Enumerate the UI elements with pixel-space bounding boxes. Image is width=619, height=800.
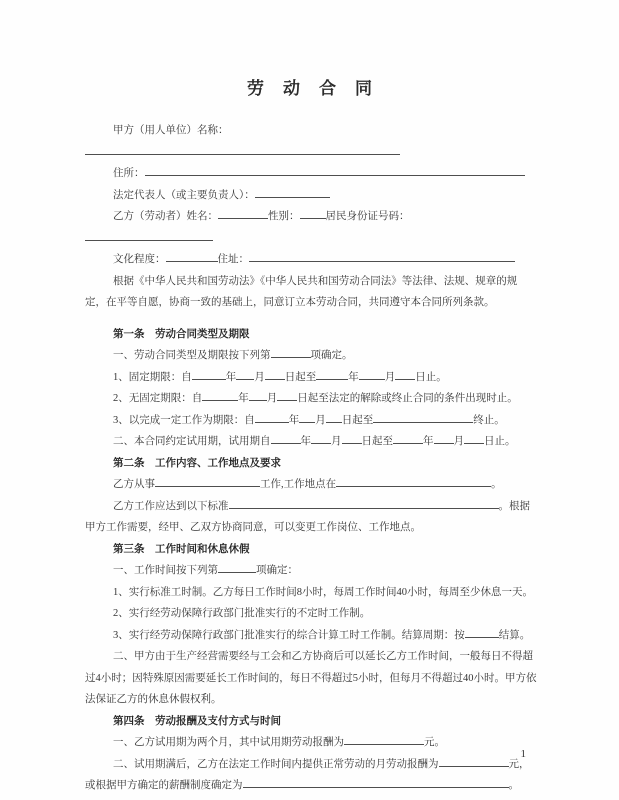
text-run: 项确定。 (310, 350, 353, 361)
text-run: 年 (348, 371, 359, 383)
text-run: 一、工作时间按下列第 (113, 565, 218, 576)
contract-paragraph (85, 603, 537, 625)
text-run: 1、固定期限：自 (113, 371, 192, 383)
contract-paragraph (85, 431, 537, 453)
blank-field (229, 496, 499, 509)
text-run: 。 (491, 479, 502, 490)
text-run: 3、实行经劳动保障行政部门批准实行的综合计算工时工作制。结算周期：按 (113, 629, 465, 641)
blank-field (316, 367, 348, 380)
contract-paragraph (85, 732, 537, 754)
blank-field (271, 431, 301, 444)
text-run: 月 (266, 393, 278, 404)
blank-field (464, 431, 484, 444)
blank-field (300, 206, 326, 219)
text-run: 。根据甲方工作需要，经甲、乙双方协商同意，可以变更工作岗位、工作地点。 (85, 500, 530, 533)
text-run: 日止。 (484, 436, 516, 447)
contract-paragraph (85, 367, 537, 389)
text-run: 月 (384, 371, 396, 383)
blank-field (218, 206, 268, 219)
section-spacer (85, 314, 537, 324)
section-heading (85, 324, 537, 346)
document-title: 劳动合同 (247, 79, 391, 98)
blank-field (326, 410, 342, 423)
blank-field (271, 345, 311, 358)
text-run: 月 (331, 436, 342, 447)
text-run: 项确定： (256, 565, 298, 576)
blank-field (249, 388, 267, 401)
contract-paragraph (85, 249, 537, 271)
blank-field (243, 775, 509, 788)
blank-field (395, 367, 415, 380)
text-run: 年 (423, 436, 434, 447)
text-run: 二、甲方由于生产经营需要经与工会和乙方协商后可以延长乙方工作时间，一般每日不得超过4小时；因特殊原因需要延长工作时间的，每日不得超过5小时，但每月不得超过40小时。甲方依法保证乙方的休息休假权利。 (85, 651, 537, 705)
blank-field (277, 388, 297, 401)
text-run: 性别： (268, 211, 300, 222)
blank-field (342, 431, 362, 444)
text-run: 日起至法定的解除或终止合同的条件出现时止。 (297, 393, 518, 404)
text-run: 终止。 (473, 414, 505, 426)
blank-field (85, 142, 400, 155)
blank-field (393, 431, 423, 444)
text-run: 一、乙方试用期为两个月，其中试用期劳动报酬为 (113, 737, 344, 748)
contract-paragraph (85, 560, 537, 582)
contract-paragraph (85, 206, 537, 249)
text-run: 住所： (113, 168, 145, 179)
text-run: 2、无固定期限：自 (113, 393, 203, 404)
text-run: 二、试用期满后，乙方在法定工作时间内提供正常劳动的月劳动报酬为 (113, 758, 439, 770)
contract-paragraph (85, 388, 537, 410)
contract-paragraph (85, 582, 537, 604)
text-run: 月 (315, 414, 326, 426)
text-run: 年 (225, 371, 237, 383)
text-run: 年 (288, 414, 300, 426)
section-heading (85, 711, 537, 733)
text-run: 居民身份证号码： (325, 211, 410, 222)
text-run: 乙方工作应达到以下标准 (113, 500, 229, 512)
blank-field (439, 754, 509, 767)
text-run: 第二条 工作内容、工作地点及要求 (113, 456, 281, 469)
text-run: 元。 (424, 737, 445, 748)
blank-field (336, 474, 491, 487)
text-run: 第四条 劳动报酬及支付方式与时间 (113, 714, 281, 727)
contract-paragraph (85, 496, 537, 539)
blank-field (249, 249, 515, 262)
text-run: 法定代表人（或主要负责人）： (113, 189, 255, 201)
section-heading (85, 539, 537, 561)
blank-field (255, 410, 289, 423)
document-body (85, 120, 537, 797)
blank-field (344, 732, 424, 745)
blank-field (255, 185, 330, 198)
blank-field (434, 431, 454, 444)
contract-paragraph (85, 625, 537, 647)
text-run: 甲方（用人单位）名称： (113, 125, 229, 136)
text-run: 月 (453, 436, 464, 447)
blank-field (85, 228, 213, 241)
text-run: 2、实行经劳动保障行政部门批准实行的不定时工作制。 (113, 608, 371, 619)
text-run: 文化程度： (113, 254, 166, 265)
text-run: 年 (300, 436, 311, 447)
text-run: 结算。 (498, 629, 531, 641)
text-run: 。 (508, 780, 519, 791)
text-run: 第一条 劳动合同类型及期限 (113, 327, 250, 340)
text-run: 元，或根据甲方确定的薪酬制度确定为 (85, 758, 530, 791)
blank-field (155, 474, 260, 487)
contract-paragraph (85, 410, 537, 432)
text-run: 日起至 (361, 436, 393, 447)
contract-paragraph (85, 754, 537, 797)
text-run: 二、本合同约定试用期，试用期自 (113, 436, 271, 447)
text-run: 乙方从事 (113, 479, 155, 490)
text-run: 日止。 (415, 371, 447, 383)
blank-field (299, 410, 315, 423)
contract-paragraph (85, 345, 537, 367)
blank-field (373, 410, 473, 423)
contract-paragraph (85, 163, 537, 185)
contract-paragraph (85, 120, 537, 163)
blank-field (265, 367, 285, 380)
text-run: 月 (254, 371, 265, 383)
text-run: 根据《中华人民共和国劳动法》《中华人民共和国劳动合同法》等法律、法规、规章的规定，在平等自愿，协商一致的基础上，同意订立本劳动合同，共同遵守本合同所列条款。 (85, 275, 518, 308)
text-run: 工作,工作地点在 (260, 479, 337, 490)
contract-paragraph (85, 185, 537, 207)
section-heading (85, 453, 537, 475)
blank-field (236, 367, 254, 380)
blank-field (202, 388, 238, 401)
page-number: 1 (520, 748, 526, 760)
blank-field (145, 163, 525, 176)
text-run: 住址： (217, 254, 249, 265)
blank-field (359, 367, 385, 380)
blank-field (465, 625, 499, 638)
text-run: 一、劳动合同类型及期限按下列第 (113, 350, 271, 361)
text-run: 乙方（劳动者）姓名： (113, 211, 218, 222)
blank-field (192, 367, 226, 380)
blank-field (311, 431, 331, 444)
text-run: 第三条 工作时间和休息休假 (113, 542, 250, 555)
blank-field (166, 249, 218, 262)
text-run: 年 (238, 393, 249, 404)
text-run: 1、实行标准工时制。乙方每日工作时间8小时，每周工作时间40小时，每周至少休息一天。 (113, 586, 533, 598)
blank-field (218, 560, 256, 573)
contract-paragraph (85, 474, 537, 496)
contract-paragraph (85, 646, 537, 711)
text-run: 日起至 (341, 414, 374, 426)
text-run: 日起至 (284, 371, 317, 383)
text-run: 3、以完成一定工作为期限：自 (113, 414, 255, 426)
contract-paragraph (85, 271, 537, 314)
